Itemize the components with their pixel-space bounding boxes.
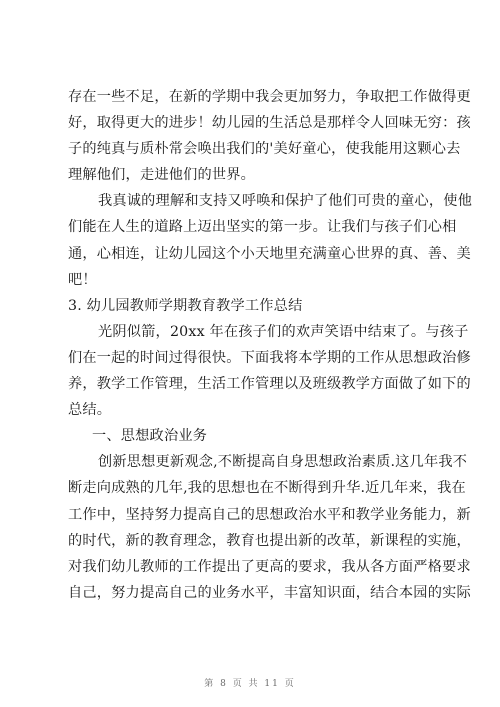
text-line: 们在一起的时间过得很快。下面我将本学期的工作从思想政治修 (68, 349, 471, 366)
text-line: 养，教学工作管理，生活工作管理以及班级教学方面做了如下的 (68, 376, 471, 393)
text-line: 子的纯真与质朴常会唤出我们的'美好童心，使我能用这颗心去 (68, 141, 461, 158)
text-line: 创新思想更新观念,不断提高自身思想政治素质.这几年我不 (98, 454, 468, 471)
text-line: 光阴似箭，20xx 年在孩子们的欢声笑语中结束了。与孩子 (98, 323, 469, 340)
document-body (68, 84, 473, 606)
subsection-heading: 一、思想政治业务 (92, 428, 208, 445)
text-line: 工作中，坚持努力提高自己的思想政治水平和教学业务能力，新 (68, 506, 471, 523)
text-line: 好，取得更大的进步！幼儿园的生活总是那样令人回味无穷：孩 (68, 115, 471, 132)
text-line: 断走向成熟的几年,我的思想也在不断得到升华.近几年来，我在 (68, 480, 466, 497)
text-line: 存在一些不足，在新的学期中我会更加努力，争取把工作做得更 (68, 89, 471, 105)
text-line: 理解他们，走进他们的世界。 (68, 167, 256, 184)
page-number-footer: 第 8 页 共 11 页 (204, 679, 296, 689)
text-line: 通，心相连，让幼儿园这个小天地里充满童心世界的真、善、美 (68, 245, 471, 262)
text-line: 对我们幼儿教师的工作提出了更高的要求，我从各方面严格要求 (68, 558, 471, 575)
text-line: 吧！ (68, 271, 97, 288)
text-line: 自己，努力提高自己的业务水平，丰富知识面，结合本园的实际 (68, 584, 471, 601)
text-line: 我真诚的理解和支持又呼唤和保护了他们可贵的童心，使他 (98, 193, 473, 210)
section-heading: 3. 幼儿园教师学期教育教学工作总结 (68, 297, 303, 314)
text-line: 们能在人生的道路上迈出坚实的第一步。让我们与孩子们心相 (68, 219, 457, 236)
text-line: 总结。 (68, 402, 112, 419)
text-line: 的时代，新的教育理念，教育也提出新的改革，新课程的实施， (68, 532, 471, 549)
